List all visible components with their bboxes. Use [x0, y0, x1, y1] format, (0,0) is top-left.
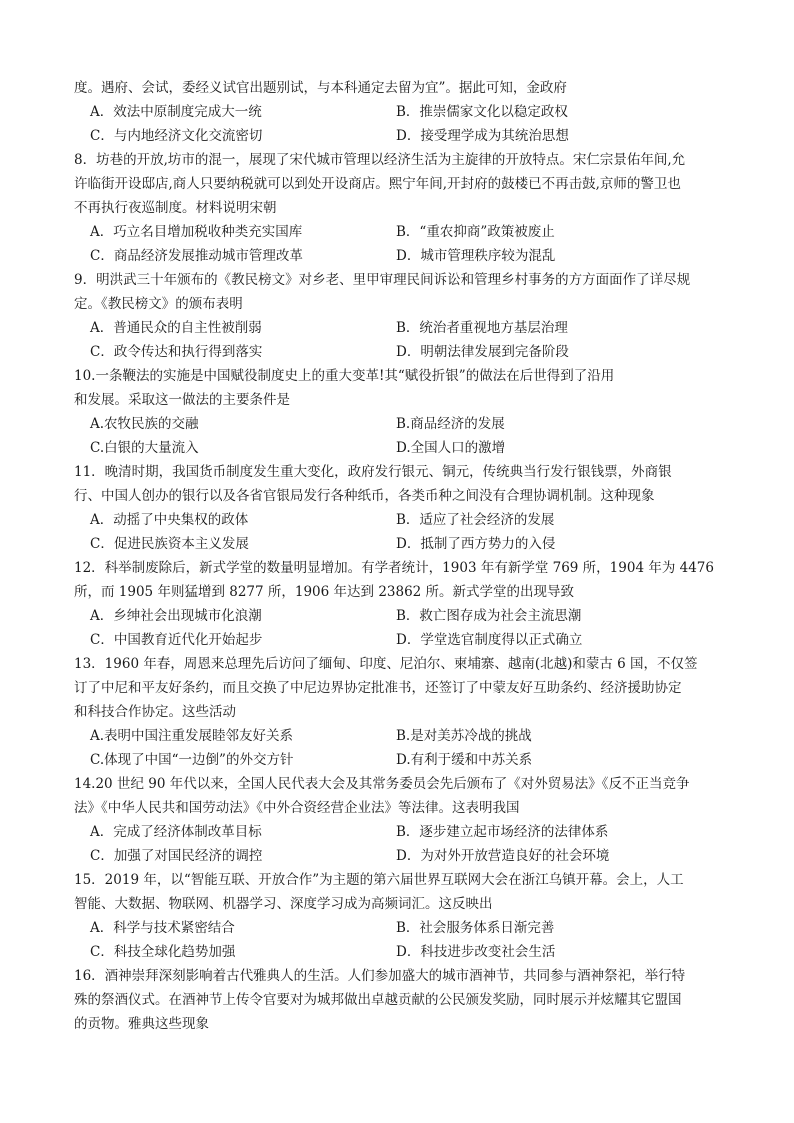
option-c: C．政令传达和执行得到落实: [90, 344, 263, 360]
question-16: [74, 964, 724, 1036]
question-text: 所，而 1905 年则猛增到 8277 所，1906 年达到 23862 所。新式学堂的出现导致: [74, 584, 575, 600]
question-text: 12．科举制废除后，新式学堂的数量明显增加。有学者统计，1903 年有新学堂 769 所，1904 年为 4476: [74, 560, 714, 576]
option-a: A．动摇了中央集权的政体: [90, 512, 249, 528]
options: [74, 220, 724, 268]
exam-page: [74, 76, 724, 1036]
question-text: 14.20 世纪 90 年代以来，全国人民代表大会及其常务委员会先后颁布了《对外贸易法》《反不正当竞争: [74, 776, 690, 792]
question-text: 13．1960 年春，周恩来总理先后访问了缅甸、印度、尼泊尔、柬埔寨、越南(北越)和蒙古 6 国，不仅签: [74, 656, 698, 672]
option-a: A．科学与技术紧密结合: [90, 920, 235, 936]
options: [74, 916, 724, 964]
option-b: B．适应了社会经济的发展: [396, 512, 555, 528]
option-a: A．乡绅社会出现城市化浪潮: [90, 608, 262, 624]
option-a: A.农牧民族的交融: [90, 416, 199, 432]
question-text: 9．明洪武三十年颁布的《教民榜文》对乡老、里甲审理民间诉讼和管理乡村事务的方方面面作了详尽规: [74, 272, 691, 288]
options: [74, 100, 724, 148]
question-11: [74, 460, 724, 556]
option-d: D.全国人口的激增: [396, 440, 506, 456]
question-text: 10.一条鞭法的实施是中国赋役制度史上的重大变革!其“赋役折银”的做法在后世得到了沿用: [74, 368, 615, 384]
option-b: B．社会服务体系日渐完善: [396, 920, 555, 936]
question-text: 行、中国人创办的银行以及各省官银局发行各种纸币，各类币种之间没有合理协调机制。这种现象: [74, 488, 655, 504]
question-text: 不再执行夜巡制度。材料说明宋朝: [74, 200, 277, 216]
options: [74, 820, 724, 868]
question-text: 的贡物。雅典这些现象: [74, 1016, 209, 1032]
option-d: D.有利于缓和中苏关系: [396, 752, 533, 768]
question-9: [74, 268, 724, 364]
option-b: B．逐步建立起市场经济的法律体系: [396, 824, 609, 840]
option-c: C．商品经济发展推动城市管理改革: [90, 248, 303, 264]
option-d: D．接受理学成为其统治思想: [396, 128, 569, 144]
question-10: [74, 364, 724, 460]
question-text: 和科技合作协定。这些活动: [74, 704, 236, 720]
options: [74, 508, 724, 556]
option-d: D．为对外开放营造良好的社会环境: [396, 848, 610, 864]
option-b: B．统治者重视地方基层治理: [396, 320, 568, 336]
question-text: 殊的祭酒仪式。在酒神节上传令官要对为城邦做出卓越贡献的公民颁发奖励，同时展示并炫耀其它盟国: [74, 992, 682, 1008]
option-c: C.体现了中国“一边倒”的外交方针: [90, 752, 294, 768]
question-text: 11．晚清时期，我国货币制度发生重大变化，政府发行银元、铜元，传统典当行发行银钱票，外商银: [74, 464, 672, 480]
option-c: C．与内地经济文化交流密切: [90, 128, 263, 144]
option-d: D．城市管理秩序较为混乱: [396, 248, 556, 264]
option-a: A．效法中原制度完成大一统: [90, 104, 262, 120]
option-c: C．促进民族资本主义发展: [90, 536, 249, 552]
option-a: A.表明中国注重发展睦邻友好关系: [90, 728, 294, 744]
option-c: C.白银的大量流入: [90, 440, 199, 456]
question-12: [74, 556, 724, 652]
option-c: C．中国教育近代化开始起步: [90, 632, 263, 648]
option-a: A．巧立名目增加税收种类充实国库: [90, 224, 303, 240]
options: [74, 604, 724, 652]
option-d: D．科技进步改变社会生活: [396, 944, 556, 960]
question-text: 法》《中华人民共和国劳动法》《中外合资经营企业法》等法律。这表明我国: [74, 800, 520, 816]
options: [74, 724, 724, 772]
option-d: D．明朝法律发展到完备阶段: [396, 344, 569, 360]
option-b: B.是对美苏冷战的挑战: [396, 728, 532, 744]
question-text: 定。《教民榜文》的颁布表明: [74, 296, 243, 312]
question-text: 智能、大数据、物联网、机器学习、深度学习成为高频词汇。这反映出: [74, 896, 493, 912]
question-text: 订了中尼和平友好条约，而且交换了中尼边界协定批准书，还签订了中蒙友好互助条约、经济援助协定: [74, 680, 682, 696]
option-b: B.商品经济的发展: [396, 416, 505, 432]
question-text: 许临街开设邸店,商人只要纳税就可以到处开设商店。熙宁年间,开封府的鼓楼已不再击鼓,京师的警卫也: [74, 176, 681, 192]
option-b: B．“重农抑商”政策被废止: [396, 224, 555, 240]
question-7-continued: [74, 76, 724, 148]
option-b: B．推崇儒家文化以稳定政权: [396, 104, 568, 120]
option-a: A．普通民众的自主性被削弱: [90, 320, 262, 336]
option-c: C．科技全球化趋势加强: [90, 944, 236, 960]
question-15: [74, 868, 724, 964]
option-a: A．完成了经济体制改革目标: [90, 824, 262, 840]
options: [74, 412, 724, 460]
options: [74, 316, 724, 364]
question-text: 16．酒神崇拜深刻影响着古代雅典人的生活。人们参加盛大的城市酒神节，共同参与酒神祭祀，举行特: [74, 968, 686, 984]
question-14: [74, 772, 724, 868]
question-text: 度。遇府、会试，委经义试官出题别试，与本科通定去留为宜”。据此可知，金政府: [74, 80, 567, 96]
question-text: 15．2019 年，以“智能互联、开放合作”为主题的第六届世界互联网大会在浙江乌镇开幕。会上，人工: [74, 872, 684, 888]
option-d: D．学堂选官制度得以正式确立: [396, 632, 583, 648]
option-b: B．救亡图存成为社会主流思潮: [396, 608, 582, 624]
option-c: C．加强了对国民经济的调控: [90, 848, 263, 864]
question-text: 和发展。采取这一做法的主要条件是: [74, 392, 290, 408]
option-d: D．抵制了西方势力的入侵: [396, 536, 556, 552]
question-8: [74, 148, 724, 268]
question-text: 8．坊巷的开放,坊市的混一，展现了宋代城市管理以经济生活为主旋律的开放特点。宋仁宗景佑年间,允: [74, 152, 686, 168]
question-13: [74, 652, 724, 772]
